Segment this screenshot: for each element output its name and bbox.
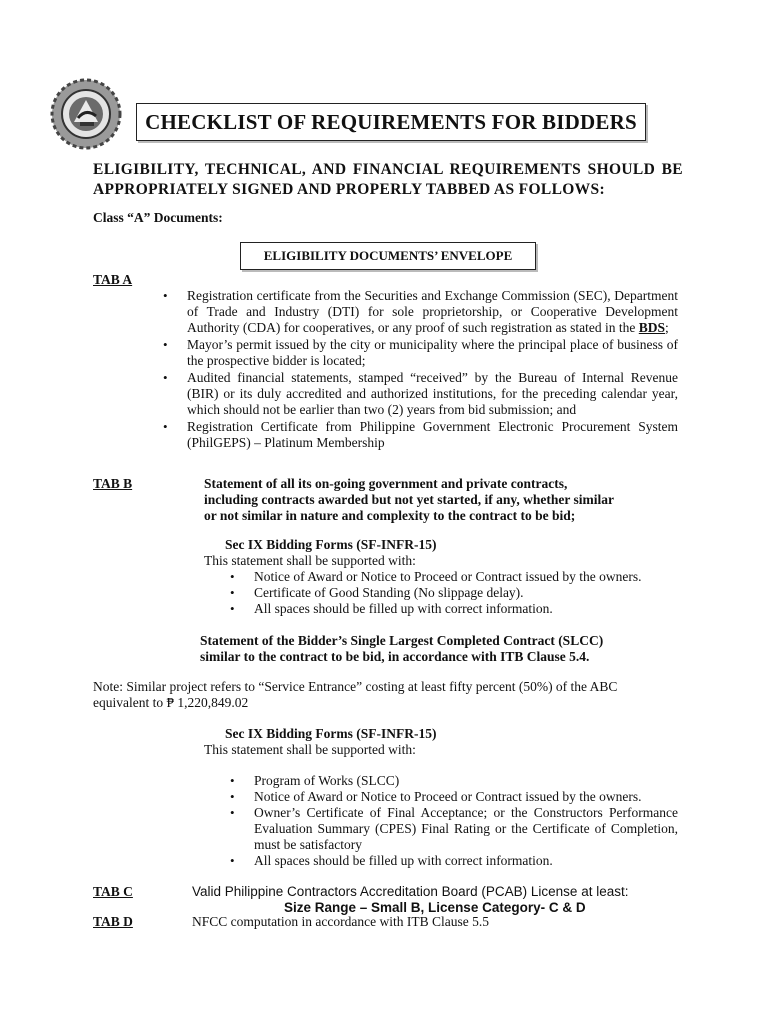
tab-b-label: TAB B: [93, 476, 133, 491]
similar-project-note: [93, 679, 693, 711]
tab-b-statement-line: including contracts awarded but not yet started, if any, whether similar: [204, 492, 614, 507]
list-item: [163, 288, 678, 336]
tab-b-statement-line: or not similar in nature and complexity to the contract to be bid;: [204, 508, 576, 523]
nfcc-text: NFCC computation in accordance with ITB Clause 5.5: [192, 914, 489, 929]
envelope-label: ELIGIBILITY DOCUMENTS’ ENVELOPE: [263, 248, 513, 263]
eligibility-envelope-box: [240, 242, 536, 270]
note-line: equivalent to ₱ 1,220,849.02: [93, 695, 249, 710]
list-item: • Audited financial statements, stamped “received” by the Bureau of Internal Revenue (BIR) or its duly accredited and authorized institutions, for the preceding calendar year, which should not be earlier than two (2) years from bid submission; and: [163, 370, 678, 418]
support-text-2: This statement shall be supported with:: [204, 742, 416, 757]
tab-d-label: TAB D: [93, 914, 133, 929]
slcc-line: similar to the contract to be bid, in accordance with ITB Clause 5.4.: [200, 649, 590, 664]
slcc-statement: [200, 633, 603, 665]
list-item: • Notice of Award or Notice to Proceed or Contract issued by the owners.: [230, 569, 678, 585]
slcc-line: Statement of the Bidder’s Single Largest Completed Contract (SLCC): [200, 633, 604, 648]
pcab-license-text: Valid Philippine Contractors Accreditation Board (PCAB) License at least:: [192, 884, 629, 899]
list-item: • Notice of Award or Notice to Proceed or Contract issued by the owners.: [230, 789, 678, 805]
support-text-1: This statement shall be supported with:: [204, 553, 416, 568]
tab-a-label: TAB A: [93, 272, 133, 287]
list-item: • Owner’s Certificate of Final Acceptance; or the Constructors Performance Evaluation Summary (CPES) Final Rating or the Certificate of Completion, must be satisfactory: [230, 805, 678, 853]
list-item: • All spaces should be filled up with correct information.: [230, 853, 678, 869]
support-list-1: [230, 569, 678, 617]
tab-c-label: TAB C: [93, 884, 133, 899]
list-item: • Certificate of Good Standing (No slippage delay).: [230, 585, 678, 601]
class-a-label: Class “A” Documents:: [93, 210, 223, 225]
tab-a-item1-end: ;: [665, 320, 669, 335]
list-item: • Registration Certificate from Philippine Government Electronic Procurement System (PhilGEPS) – Platinum Membership: [163, 419, 678, 451]
agency-seal-icon: [50, 78, 122, 150]
tab-b-statement-line: Statement of all its on-going government and private contracts,: [204, 476, 568, 491]
list-item: • Mayor’s permit issued by the city or municipality where the principal place of business of the prospective bidder is located;: [163, 337, 678, 369]
pcab-size-range: Size Range – Small B, License Category- C & D: [284, 900, 586, 915]
support-list-2: [230, 773, 678, 869]
bds-link: BDS: [638, 320, 666, 335]
tab-b-statement: [204, 476, 674, 524]
list-item: • Program of Works (SLCC): [230, 773, 678, 789]
requirements-heading: ELIGIBILITY, TECHNICAL, AND FINANCIAL REQUIREMENTS SHOULD BE APPROPRIATELY SIGNED AND PROPERLY TABBED AS FOLLOWS:: [93, 161, 683, 198]
title-box: [136, 103, 646, 141]
bidding-form-label-2: Sec IX Bidding Forms (SF-INFR-15): [225, 726, 437, 741]
bidding-form-label-1: Sec IX Bidding Forms (SF-INFR-15): [225, 537, 437, 552]
tab-a-list: [163, 288, 678, 452]
note-line: Note: Similar project refers to “Service Entrance” costing at least fifty percent (50%) of the ABC: [93, 679, 618, 694]
tab-a-item1-text: Registration certificate from the Securities and Exchange Commission (SEC), Department of Trade and Industry (DTI) for sole proprietorship, or Cooperative Development Authority (CDA) for cooperatives, or any proof of such registration as stated in the: [187, 288, 678, 335]
list-item: • All spaces should be filled up with correct information.: [230, 601, 678, 617]
page-title: CHECKLIST OF REQUIREMENTS FOR BIDDERS: [145, 109, 637, 134]
